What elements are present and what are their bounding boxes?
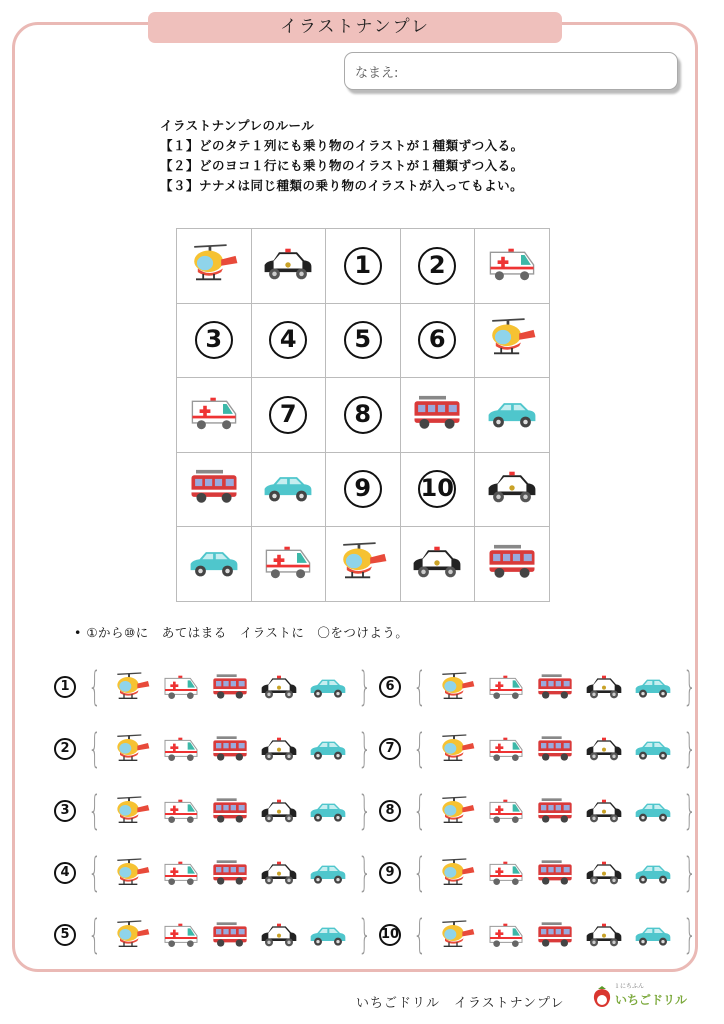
rules (160, 116, 524, 196)
fire-truck-choice-icon[interactable] (535, 794, 575, 828)
bracket-right: } (683, 664, 697, 710)
car-icon (187, 539, 241, 585)
police-car-choice-icon[interactable] (584, 670, 624, 704)
rule-3: 【３】ナナメは同じ種類の乗り物のイラストが入ってもよい。 (160, 178, 524, 193)
grid-cell (400, 378, 475, 453)
ambulance-choice-icon[interactable] (161, 856, 201, 890)
instruction: • ①から⑩に あてはまる イラストに 〇をつけよう。 (74, 625, 409, 640)
grid-cell (177, 303, 252, 378)
car-choice-icon[interactable] (633, 856, 673, 890)
fire-truck-icon (187, 464, 241, 510)
car-choice-icon[interactable] (633, 670, 673, 704)
helicopter-choice-icon[interactable] (112, 732, 152, 766)
page-title: イラストナンプレ (148, 12, 562, 43)
answer-number: 1 (54, 676, 76, 698)
ambulance-icon (187, 390, 241, 436)
bracket-left: { (413, 850, 427, 896)
bracket-right: } (358, 912, 372, 958)
grid-cell (177, 378, 252, 453)
grid-row (177, 378, 550, 453)
rule-2: 【２】どのヨコ１行にも乗り物のイラストが１種類ずつ入る。 (160, 158, 524, 173)
grid-cell (475, 229, 550, 304)
grid-cell (400, 527, 475, 602)
rule-1: 【１】どのタテ１列にも乗り物のイラストが１種類ずつ入る。 (160, 138, 524, 153)
grid-cell (475, 378, 550, 453)
police-car-choice-icon[interactable] (584, 732, 624, 766)
blank-number: 8 (344, 396, 382, 434)
car-choice-icon[interactable] (308, 670, 348, 704)
car-choice-icon[interactable] (308, 732, 348, 766)
fire-truck-choice-icon[interactable] (535, 856, 575, 890)
bracket-left: { (413, 664, 427, 710)
helicopter-icon (336, 539, 390, 585)
ambulance-choice-icon[interactable] (486, 794, 526, 828)
car-choice-icon[interactable] (308, 918, 348, 952)
fire-truck-icon (485, 539, 539, 585)
police-car-choice-icon[interactable] (259, 856, 299, 890)
grid-cell (400, 452, 475, 527)
answer-row (379, 664, 703, 710)
helicopter-icon (485, 315, 539, 361)
grid-cell (475, 452, 550, 527)
grid-cell (177, 229, 252, 304)
ambulance-choice-icon[interactable] (161, 918, 201, 952)
blank-number: 7 (269, 396, 307, 434)
answer-number: 6 (379, 676, 401, 698)
answer-row (379, 788, 703, 834)
police-car-choice-icon[interactable] (259, 670, 299, 704)
grid-cell (251, 527, 326, 602)
bracket-right: } (358, 726, 372, 772)
helicopter-choice-icon[interactable] (112, 794, 152, 828)
grid-cell (177, 452, 252, 527)
answer-number: 2 (54, 738, 76, 760)
grid-cell (326, 378, 401, 453)
answer-number: 4 (54, 862, 76, 884)
answer-number: 5 (54, 924, 76, 946)
grid-row (177, 527, 550, 602)
ambulance-choice-icon[interactable] (161, 794, 201, 828)
helicopter-icon (187, 241, 241, 287)
blank-number: 10 (418, 470, 456, 508)
strawberry-icon (592, 986, 612, 1008)
bracket-left: { (413, 912, 427, 958)
helicopter-choice-icon[interactable] (437, 918, 477, 952)
police-car-choice-icon[interactable] (584, 856, 624, 890)
answer-row (379, 726, 703, 772)
bracket-right: } (358, 664, 372, 710)
blank-number: 2 (418, 247, 456, 285)
answer-number: 9 (379, 862, 401, 884)
helicopter-choice-icon[interactable] (112, 918, 152, 952)
logo-text: いちごドリル (615, 993, 688, 1007)
ambulance-icon (261, 539, 315, 585)
name-label: なまえ: (355, 66, 399, 81)
bracket-right: } (683, 850, 697, 896)
bracket-left: { (413, 788, 427, 834)
puzzle-grid (176, 228, 550, 602)
fire-truck-choice-icon[interactable] (210, 856, 250, 890)
bracket-left: { (88, 664, 102, 710)
grid-cell (326, 229, 401, 304)
police-car-choice-icon[interactable] (259, 794, 299, 828)
grid-cell (475, 527, 550, 602)
grid-cell (177, 527, 252, 602)
bracket-left: { (413, 726, 427, 772)
blank-number: 6 (418, 321, 456, 359)
car-icon (485, 390, 539, 436)
car-choice-icon[interactable] (308, 856, 348, 890)
blank-number: 1 (344, 247, 382, 285)
helicopter-choice-icon[interactable] (437, 794, 477, 828)
bracket-right: } (683, 788, 697, 834)
car-icon (261, 464, 315, 510)
grid-cell (326, 452, 401, 527)
bracket-right: } (683, 912, 697, 958)
blank-number: 9 (344, 470, 382, 508)
name-field[interactable] (344, 52, 678, 90)
answer-row (379, 850, 703, 896)
ambulance-choice-icon[interactable] (486, 918, 526, 952)
grid-cell (400, 303, 475, 378)
grid-row (177, 229, 550, 304)
ambulance-choice-icon[interactable] (161, 732, 201, 766)
car-choice-icon[interactable] (633, 918, 673, 952)
grid-row (177, 452, 550, 527)
answer-number: 8 (379, 800, 401, 822)
grid-cell (326, 303, 401, 378)
helicopter-choice-icon[interactable] (112, 856, 152, 890)
bracket-right: } (358, 788, 372, 834)
ambulance-choice-icon[interactable] (161, 670, 201, 704)
answer-row (54, 788, 378, 834)
car-choice-icon[interactable] (633, 732, 673, 766)
grid-row (177, 303, 550, 378)
bracket-left: { (88, 788, 102, 834)
blank-number: 3 (195, 321, 233, 359)
bracket-right: } (683, 726, 697, 772)
police-car-choice-icon[interactable] (584, 794, 624, 828)
bracket-left: { (88, 912, 102, 958)
grid-cell (251, 452, 326, 527)
ambulance-choice-icon[interactable] (486, 732, 526, 766)
grid-cell (475, 303, 550, 378)
rules-heading: イラストナンプレのルール (160, 118, 315, 133)
answer-row (379, 912, 703, 958)
ambulance-icon (485, 241, 539, 287)
fire-truck-choice-icon[interactable] (535, 918, 575, 952)
answer-row (54, 850, 378, 896)
grid-cell (251, 229, 326, 304)
logo (592, 985, 687, 1008)
police-car-choice-icon[interactable] (259, 918, 299, 952)
police-car-choice-icon[interactable] (259, 732, 299, 766)
fire-truck-choice-icon[interactable] (210, 794, 250, 828)
fire-truck-icon (410, 390, 464, 436)
ambulance-choice-icon[interactable] (486, 670, 526, 704)
helicopter-choice-icon[interactable] (437, 670, 477, 704)
grid-cell (251, 303, 326, 378)
bracket-left: { (88, 850, 102, 896)
grid-cell (251, 378, 326, 453)
blank-number: 4 (269, 321, 307, 359)
answer-number: 10 (379, 924, 401, 946)
police-car-icon (485, 464, 539, 510)
logo-small: １にちふん (614, 983, 645, 990)
answer-row (54, 912, 378, 958)
answer-number: 3 (54, 800, 76, 822)
police-car-icon (410, 539, 464, 585)
fire-truck-choice-icon[interactable] (535, 732, 575, 766)
fire-truck-choice-icon[interactable] (210, 670, 250, 704)
bracket-left: { (88, 726, 102, 772)
grid-cell (326, 527, 401, 602)
car-choice-icon[interactable] (308, 794, 348, 828)
answer-number: 7 (379, 738, 401, 760)
fire-truck-choice-icon[interactable] (210, 732, 250, 766)
police-car-choice-icon[interactable] (584, 918, 624, 952)
police-car-icon (261, 241, 315, 287)
fire-truck-choice-icon[interactable] (210, 918, 250, 952)
grid-cell (400, 229, 475, 304)
helicopter-choice-icon[interactable] (437, 732, 477, 766)
fire-truck-choice-icon[interactable] (535, 670, 575, 704)
answer-row (54, 664, 378, 710)
car-choice-icon[interactable] (633, 794, 673, 828)
ambulance-choice-icon[interactable] (486, 856, 526, 890)
bracket-right: } (358, 850, 372, 896)
footer-text: いちごドリル イラストナンプレ (356, 996, 565, 1011)
helicopter-choice-icon[interactable] (112, 670, 152, 704)
helicopter-choice-icon[interactable] (437, 856, 477, 890)
blank-number: 5 (344, 321, 382, 359)
answer-row (54, 726, 378, 772)
